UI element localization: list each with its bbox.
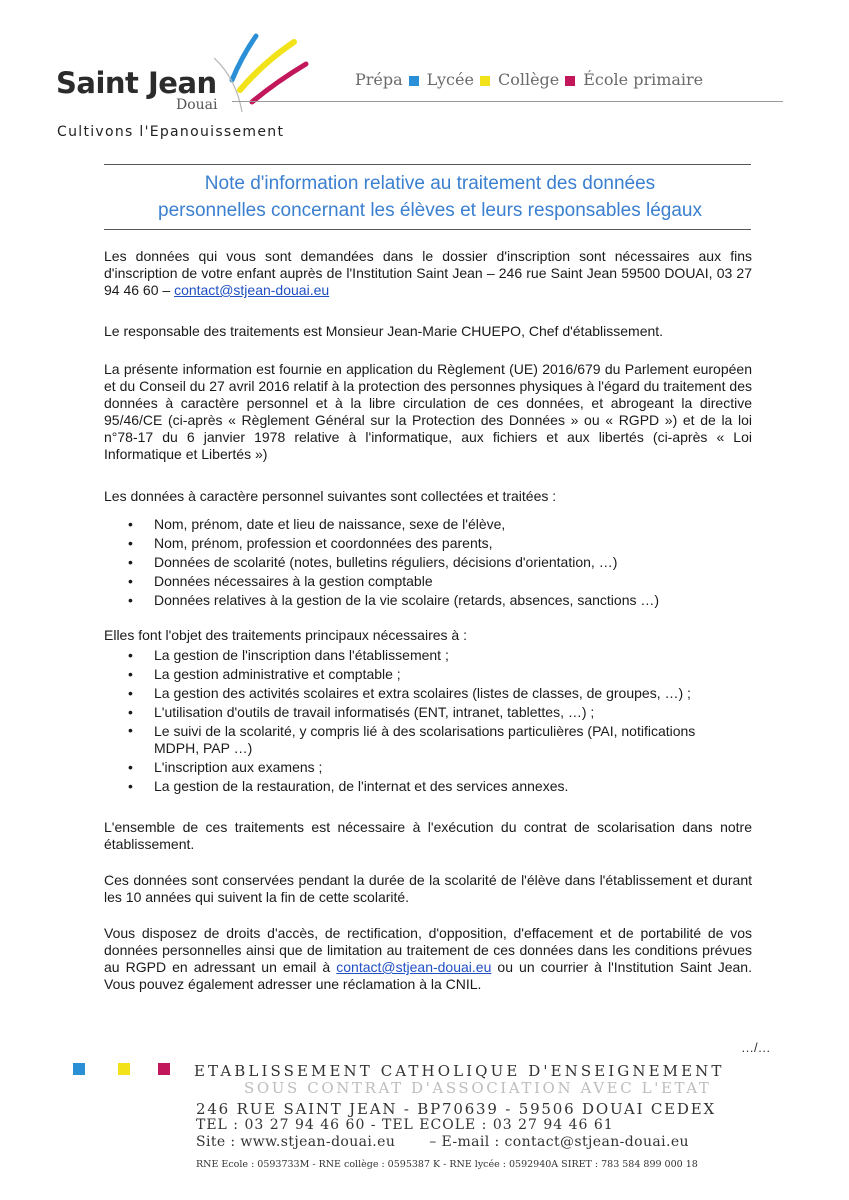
title-top-rule — [104, 164, 751, 165]
list-item: • La gestion de l'inscription dans l'établissement ; — [128, 646, 768, 665]
collected-data-list — [128, 515, 768, 610]
footer-pink-square-icon — [158, 1063, 170, 1075]
list-item: • Données relatives à la gestion de la vie scolaire (retards, absences, sanctions …) — [128, 591, 768, 610]
paragraph-controller: Le responsable des traitements est Monsieur Jean-Marie CHUEPO, Chef d'établissement. — [104, 323, 664, 339]
list-item: • Nom, prénom, date et lieu de naissance, sexe de l'élève, — [128, 515, 768, 534]
paragraph-rights — [104, 925, 752, 993]
logo-city: Douai — [176, 97, 218, 113]
footer-web-contact — [196, 1134, 689, 1150]
logo-tagline: Cultivons l'Epanouissement — [57, 124, 285, 140]
list-item: • L'utilisation d'outils de travail informatisés (ENT, intranet, tablettes, …) ; — [128, 703, 768, 722]
logo-name: Saint Jean — [56, 66, 217, 100]
list-item: • Données de scolarité (notes, bulletins réguliers, décisions d'orientation, …) — [128, 553, 768, 572]
purpose-text: Les données qui vous sont demandées dans le dossier d'inscription sont nécessaires aux fins d'inscription de votre enfant auprès de l'Institution Saint Jean – 246 rue Saint Jean 59500 DOUAI, 03 27 94 46 60 – — [104, 248, 752, 298]
nav-item-ecole-primaire: École primaire — [583, 70, 704, 89]
rights-text-a: Vous disposez de droits d'accès, de rectification, d'opposition, d'effacement et de portabilité de vos données personnelles ainsi que de limitation au traitement de ces données dans les conditions prévues au RGPD en adressant un email à — [104, 925, 752, 975]
header-divider — [232, 101, 783, 102]
document-title — [120, 170, 740, 224]
list-item: • La gestion des activités scolaires et extra scolaires (listes de classes, de groupes, …) ; — [128, 684, 768, 703]
list-item: • Données nécessaires à la gestion comptable — [128, 572, 768, 591]
nav-item-lycee: Lycée — [426, 70, 474, 89]
footer-email[interactable]: – E-mail : contact@stjean-douai.eu — [429, 1134, 689, 1150]
list-item: • Le suivi de la scolarité, y compris lié à des scolarisations particulières (PAI, notifications MDPH, PAP …) — [128, 722, 768, 758]
contact-email-link[interactable]: contact@stjean-douai.eu — [174, 282, 330, 298]
paragraph-legal-basis: La présente information est fournie en application du Règlement (UE) 2016/679 du Parlement européen et du Conseil du 27 avril 2016 relatif à la protection des personnes physiques à l'égard du traitement des données à caractère personnel et à la libre circulation de ces données, et abrogeant la directive 95/46/CE (ci-après « Règlement Général sur la Protection des Données » ou « RGPD ») et de la loi n°78-17 du 6 janvier 1978 relative à l'informatique, aux fichiers et aux libertés (ci-après « Loi Informatique et Libertés ») — [104, 361, 752, 462]
nav-item-prepa: Prépa — [355, 70, 403, 89]
title-line-1: Note d'information relative au traitement des données — [204, 173, 656, 194]
list-item: • La gestion de la restauration, de l'internat et des services annexes. — [128, 777, 768, 796]
footer-institution-type: ETABLISSEMENT CATHOLIQUE D'ENSEIGNEMENT — [194, 1062, 725, 1080]
footer-contract: SOUS CONTRAT D'ASSOCIATION AVEC L'ETAT — [244, 1079, 712, 1097]
footer-blue-square-icon — [73, 1063, 85, 1075]
list-item: • L'inscription aux examens ; — [128, 758, 768, 777]
rights-text-b: ou un courrier à l'Institution Saint Jean. Vous pouvez également adresser une réclamation à la CNIL. — [104, 959, 752, 992]
paragraph-purpose — [104, 248, 752, 299]
school-levels-nav — [355, 70, 703, 89]
paragraph-processing: Elles font l'objet des traitements principaux nécessaires à : — [104, 627, 467, 643]
footer-address: 246 RUE SAINT JEAN - BP70639 - 59506 DOUAI CEDEX — [196, 1100, 716, 1118]
blue-square-icon — [409, 76, 419, 86]
footer-site[interactable]: Site : www.stjean-douai.eu — [196, 1134, 396, 1150]
nav-item-college: Collège — [497, 70, 560, 89]
yellow-square-icon — [480, 76, 490, 86]
title-line-2: personnelles concernant les élèves et leurs responsables légaux — [158, 200, 702, 221]
footer-yellow-square-icon — [118, 1063, 130, 1075]
title-bottom-rule — [104, 229, 751, 230]
footer-registration-numbers: RNE Ecole : 0593733M - RNE collège : 0595387 K - RNE lycée : 0592940A SIRET : 783 584 899 000 18 — [196, 1159, 698, 1170]
pink-square-icon — [565, 76, 575, 86]
logo-rays-icon — [214, 18, 324, 118]
paragraph-necessity: L'ensemble de ces traitements est nécessaire à l'exécution du contrat de scolarisation dans notre établissement. — [104, 819, 752, 852]
processing-list — [128, 646, 768, 796]
paragraph-retention: Ces données sont conservées pendant la durée de la scolarité de l'élève dans l'établissement et durant les 10 années qui suivent la fin de cette scolarité. — [104, 872, 752, 905]
list-item: • Nom, prénom, profession et coordonnées des parents, — [128, 534, 768, 553]
continuation-mark: …/… — [741, 1040, 771, 1055]
rights-email-link[interactable]: contact@stjean-douai.eu — [336, 959, 492, 975]
list-item: • La gestion administrative et comptable ; — [128, 665, 768, 684]
paragraph-data-collected: Les données à caractère personnel suivantes sont collectées et traitées : — [104, 488, 557, 504]
footer-phones: TEL : 03 27 94 46 60 - TEL ECOLE : 03 27 94 46 61 — [196, 1117, 614, 1133]
